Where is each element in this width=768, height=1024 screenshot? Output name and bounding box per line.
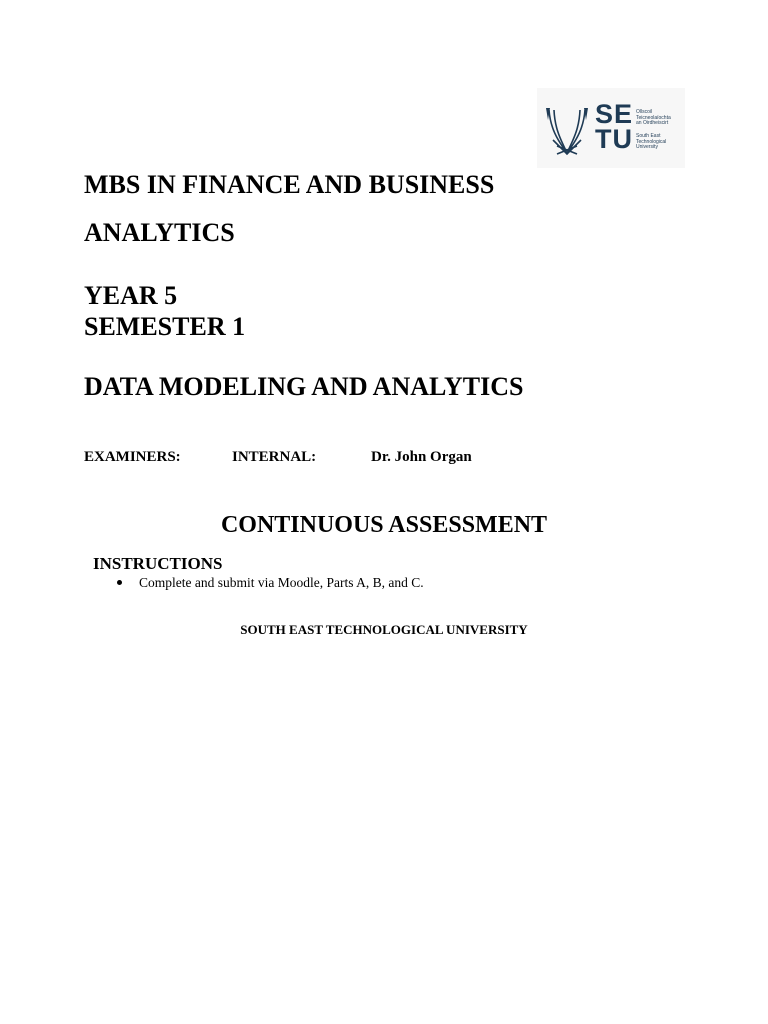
year-label: YEAR 5 [84,281,178,310]
instructions-list [113,574,424,592]
assessment-title: CONTINUOUS ASSESSMENT [220,512,548,538]
internal-label: INTERNAL: [232,449,317,465]
logo-irish-name: Ollscoil Teicneolaíochta an Oirdheiscirt [636,109,671,126]
examiners-label: EXAMINERS: [84,449,181,465]
logo-letters-bottom: TU [595,124,633,154]
university-name: SOUTH EAST TECHNOLOGICAL UNIVERSITY [240,622,528,637]
logo-letters [595,99,634,154]
instructions-title: INSTRUCTIONS [93,554,223,573]
logo-letters-top: SE [595,99,634,129]
programme-title-line2: ANALYTICS [84,218,235,247]
module-title: DATA MODELING AND ANALYTICS [84,372,524,401]
instruction-text: Complete and submit via Moodle, Parts A, B, and C. [139,575,424,590]
setu-logo [537,88,685,168]
setu-logo-icon [537,88,595,168]
list-item [113,574,424,592]
semester-label: SEMESTER 1 [84,312,246,341]
programme-title-line1: MBS IN FINANCE AND BUSINESS [84,170,495,199]
bullet-icon [117,580,122,585]
logo-english-name: South East Technological University [636,133,667,150]
examiner-name: Dr. John Organ [371,449,472,465]
